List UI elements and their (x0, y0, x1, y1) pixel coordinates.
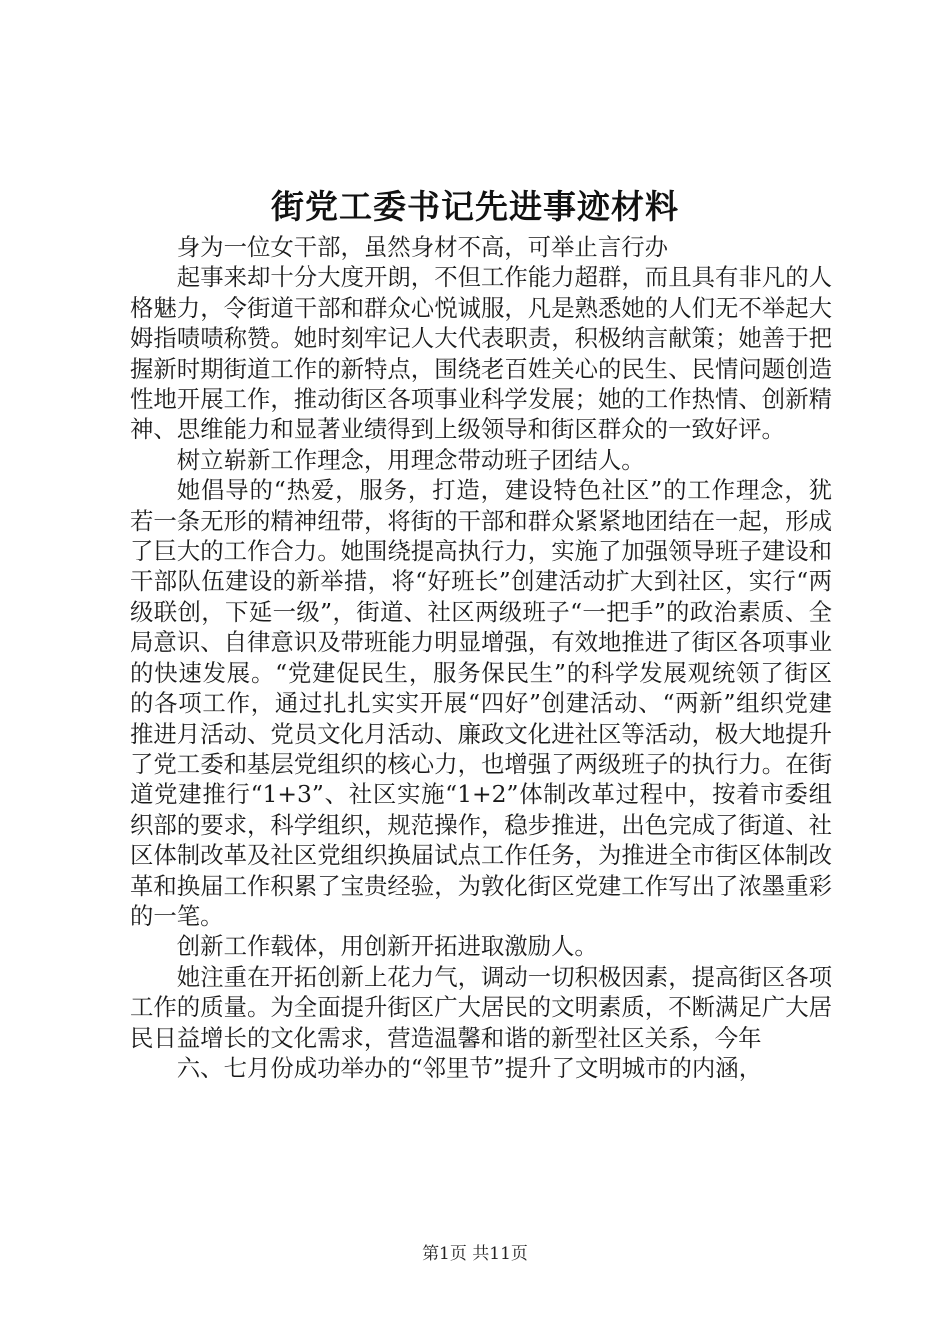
document-body (130, 232, 832, 1083)
paragraph: 树立崭新工作理念，用理念带动班子团结人。 (176, 445, 645, 474)
document-title: 街党工委书记先进事迹材料 (271, 187, 679, 226)
paragraph: 起事来却十分大度开朗，不但工作能力超群，而且具有非凡的人格魅力，令街道干部和群众心悦诚服，凡是熟悉她的人们无不举起大姆指啧啧称赞。她时刻牢记人大代表职责，积极纳言献策；她善于把握新时期街道工作的新特点，围绕老百姓关心的民生、民情问题创造性地开展工作，推动街区各项事业科学发展；她的工作热情、创新精神、思维能力和显著业绩得到上级领导和街区群众的一致好评。 (130, 263, 832, 444)
paragraph: 身为一位女干部，虽然身材不高，可举止言行办 (176, 233, 668, 261)
paragraph: 六、七月份成功举办的“邻里节”提升了文明城市的内涵， (176, 1053, 763, 1082)
paragraph: 她注重在开拓创新上花力气，调动一切积极因素，提高街区各项工作的质量。为全面提升街区广大居民的文明素质，不断满足广大居民日益增长的文化需求，营造温馨和谐的新型社区关系，今年 (130, 962, 832, 1052)
page-footer: 第1页 共11页 (422, 1244, 528, 1264)
paragraph: 创新工作载体，用创新开拓进取激励人。 (176, 932, 598, 961)
paragraph: 她倡导的“热爱，服务，打造，建设特色社区”的工作理念，犹若一条无形的精神纽带，将街的干部和群众紧紧地团结在一起，形成了巨大的工作合力。她围绕提高执行力，实施了加强领导班子建设和干部队伍建设的新举措，将“好班长”创建活动扩大到社区，实行“两级联创，下延一级”，街道、社区两级班子“一把手”的政治素质、全局意识、自律意识及带班能力明显增强，有效地推进了街区各项事业的快速发展。“党建促民生，服务保民生”的科学发展观统领了街区的各项工作，通过扎扎实实开展“四好”创建活动、“两新”组织党建推进月活动、党员文化月活动、廉政文化进社区等活动，极大地提升了党工委和基层党组织的核心力，也增强了两级班子的执行力。在街道党建推行“1+3”、社区实施“1+2”体制改革过程中，按着市委组织部的要求，科学组织，规范操作，稳步推进，出色完成了街道、社区体制改革及社区党组织换届试点工作任务，为推进全市街区体制改革和换届工作积累了宝贵经验，为敦化街区党建工作写出了浓墨重彩的一笔。 (130, 476, 832, 930)
